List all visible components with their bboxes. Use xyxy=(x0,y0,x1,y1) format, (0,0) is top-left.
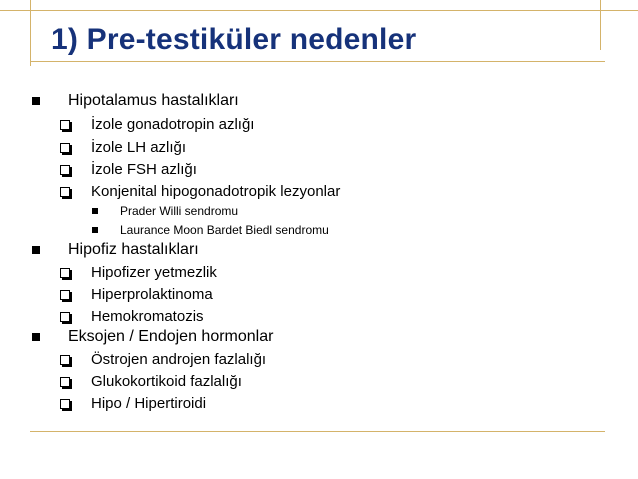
sub-list-item xyxy=(92,204,238,218)
bullet-label: Hipotalamus hastalıkları xyxy=(68,92,239,109)
hollow-square-bullet-icon xyxy=(60,143,91,153)
footer-divider xyxy=(30,431,605,432)
frame-line-horizontal-top xyxy=(0,10,638,11)
hollow-square-bullet-icon xyxy=(60,377,91,387)
bullet-section-hipotalamus xyxy=(32,92,239,110)
list-item xyxy=(60,373,242,390)
list-item-label: Hipo / Hipertiroidi xyxy=(91,395,207,412)
bullet-label: Eksojen / Endojen hormonlar xyxy=(68,328,274,345)
list-item xyxy=(60,139,186,156)
hollow-square-bullet-icon xyxy=(60,312,91,322)
filled-square-bullet-icon xyxy=(32,97,68,105)
list-item xyxy=(60,183,340,200)
list-item-label: Hipofizer yetmezlik xyxy=(91,264,217,281)
list-item xyxy=(60,308,204,325)
hollow-square-bullet-icon xyxy=(60,268,91,278)
list-item-label: İzole FSH azlığı xyxy=(91,161,197,178)
list-item-label: Glukokortikoid fazlalığı xyxy=(91,373,242,390)
bullet-section-hipofiz xyxy=(32,241,199,259)
list-item-label: Konjenital hipogonadotropik lezyonlar xyxy=(91,183,341,200)
bullet-section-hormonlar xyxy=(32,328,273,346)
filled-square-bullet-icon xyxy=(92,227,120,233)
sub-list-item xyxy=(92,223,329,237)
hollow-square-bullet-icon xyxy=(60,399,91,409)
filled-square-bullet-icon xyxy=(32,333,68,341)
sub-list-item-label: Prader Willi sendromu xyxy=(120,204,239,218)
filled-square-bullet-icon xyxy=(92,208,120,214)
list-item-label: İzole LH azlığı xyxy=(91,139,187,156)
list-item-label: Hiperprolaktinoma xyxy=(91,286,213,303)
hollow-square-bullet-icon xyxy=(60,290,91,300)
sub-list-item-label: Laurance Moon Bardet Biedl sendromu xyxy=(120,223,329,237)
slide-title: 1) Pre-testiküler nedenler xyxy=(51,23,417,56)
frame-line-vertical-right xyxy=(600,0,601,50)
list-item xyxy=(60,351,266,368)
list-item xyxy=(60,116,254,133)
list-item xyxy=(60,286,213,303)
filled-square-bullet-icon xyxy=(32,246,68,254)
list-item xyxy=(60,264,217,281)
title-underline xyxy=(30,61,605,62)
bullet-label: Hipofiz hastalıkları xyxy=(68,241,199,258)
list-item-label: Östrojen androjen fazlalığı xyxy=(91,351,267,368)
hollow-square-bullet-icon xyxy=(60,165,91,175)
list-item-label: İzole gonadotropin azlığı xyxy=(91,116,255,133)
hollow-square-bullet-icon xyxy=(60,187,91,197)
hollow-square-bullet-icon xyxy=(60,120,91,130)
list-item xyxy=(60,395,206,412)
hollow-square-bullet-icon xyxy=(60,355,91,365)
list-item xyxy=(60,161,197,178)
list-item-label: Hemokromatozis xyxy=(91,308,204,325)
